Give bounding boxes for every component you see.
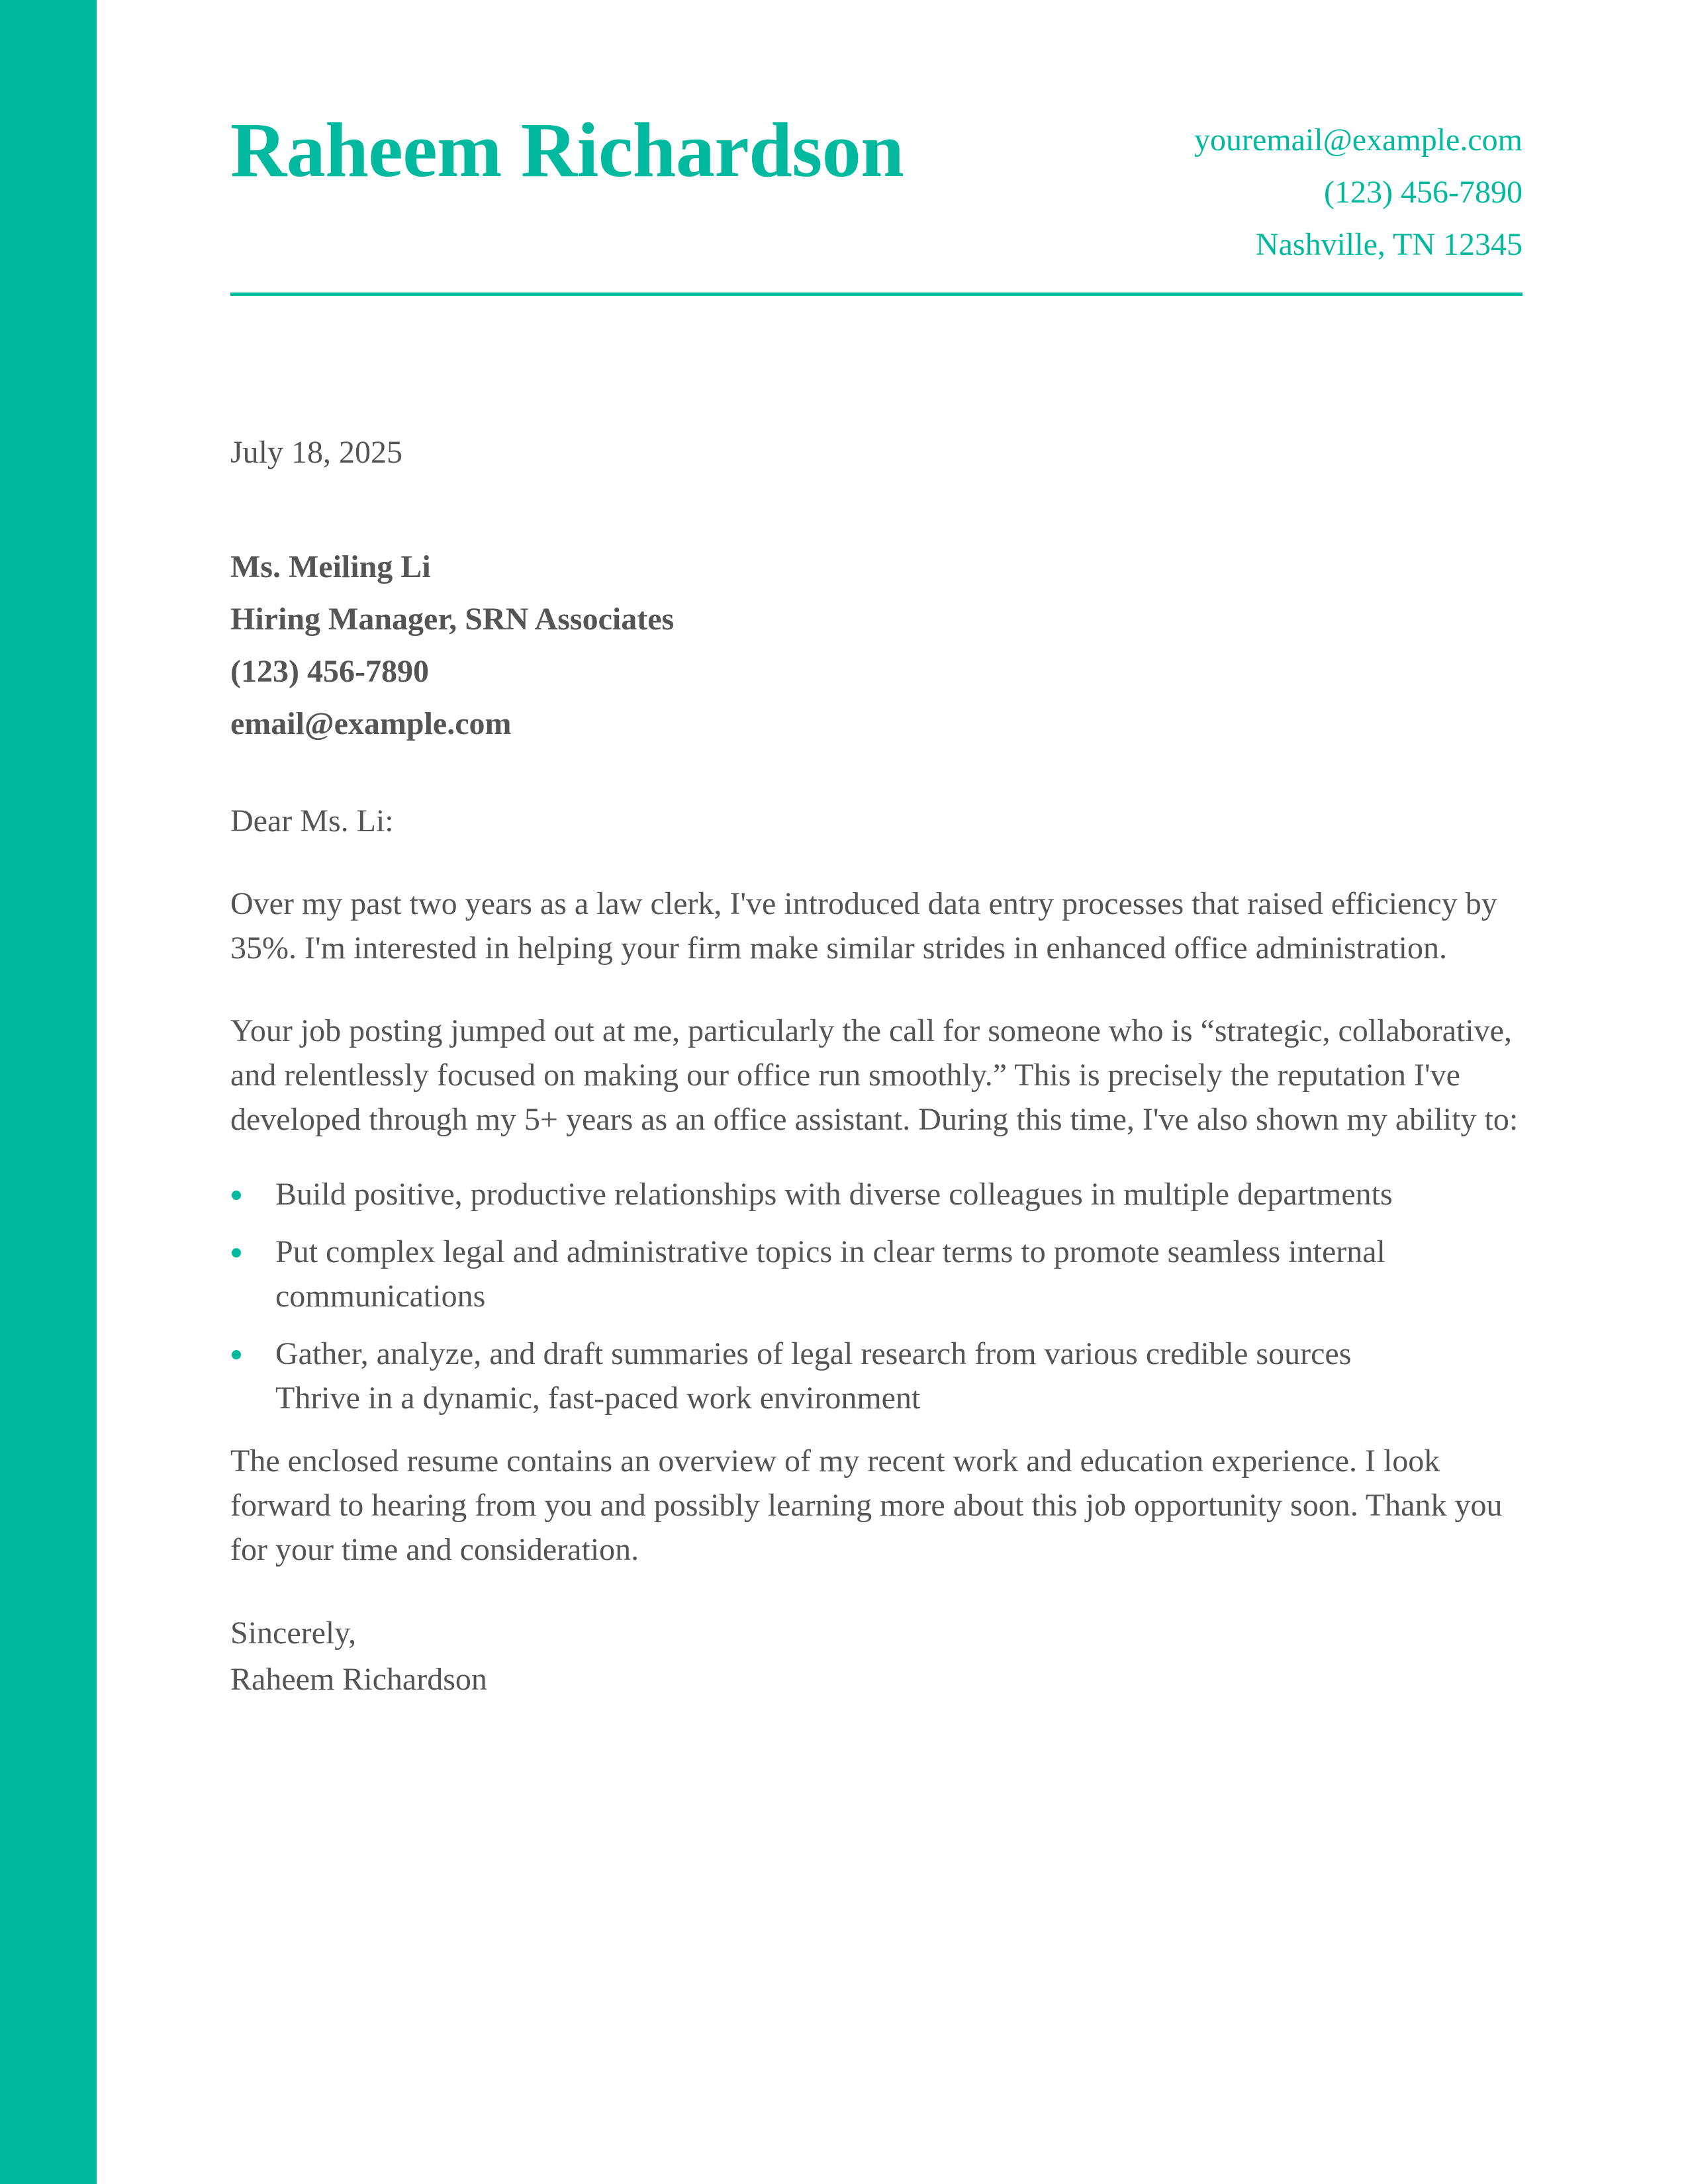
letter-date: July 18, 2025 [230, 435, 403, 470]
list-item [230, 1332, 1523, 1376]
ability-list [230, 1172, 1523, 1420]
signature-name: Raheem Richardson [230, 1662, 487, 1697]
bullet-dot-icon [232, 1350, 241, 1359]
list-item-text: Thrive in a dynamic, fast-paced work environment [275, 1381, 921, 1416]
sender-location: Nashville, TN 12345 [1255, 227, 1523, 262]
salutation: Dear Ms. Li: [230, 803, 394, 839]
letter-page [230, 0, 1523, 2184]
signature-block [230, 1610, 1523, 1703]
list-item-text: Build positive, productive relationships with diverse colleagues in multiple departments [275, 1177, 1393, 1212]
list-item [230, 1376, 1523, 1420]
paragraph-closing: The enclosed resume contains an overview of my recent work and education experience. I look forward to hearing from you and possibly learning more about this job opportunity soon. Thank you for your time and consideration. [230, 1443, 1503, 1567]
sender-email: youremail@example.com [1194, 122, 1523, 158]
recipient-phone: (123) 456-7890 [230, 654, 429, 689]
signoff: Sincerely, [230, 1615, 357, 1651]
paragraph-intro: Over my past two years as a law clerk, I've introduced data entry processes that raised efficiency by 35%. I'm interested in helping your firm make similar strides in enhanced office administration. [230, 886, 1497, 966]
recipient-block [230, 541, 1523, 750]
accent-bar [0, 0, 97, 2184]
recipient-title: Hiring Manager, SRN Associates [230, 602, 675, 637]
list-item-text: Put complex legal and administrative topics in clear terms to promote seamless internal communications [275, 1234, 1385, 1314]
sender-phone: (123) 456-7890 [1324, 175, 1523, 210]
recipient-name: Ms. Meiling Li [230, 549, 431, 584]
list-item-text: Gather, analyze, and draft summaries of legal research from various credible sources [275, 1336, 1352, 1371]
bullet-dot-icon [232, 1248, 241, 1257]
header-divider [230, 293, 1523, 296]
paragraph-posting: Your job posting jumped out at me, particularly the call for someone who is “strategic, collaborative, and relentlessly focused on making our office run smoothly.” This is precisely the reputation I've developed through my 5+ years as an office assistant. During this time, I've also shown my ability to: [230, 1013, 1519, 1137]
list-item [230, 1172, 1523, 1216]
sender-contact [1194, 114, 1523, 271]
letter-header [230, 0, 1523, 296]
sender-name: Raheem Richardson [230, 107, 904, 193]
letter-body [230, 430, 1523, 1703]
list-item [230, 1230, 1523, 1318]
recipient-email: email@example.com [230, 706, 512, 741]
bullet-dot-icon [232, 1191, 241, 1200]
